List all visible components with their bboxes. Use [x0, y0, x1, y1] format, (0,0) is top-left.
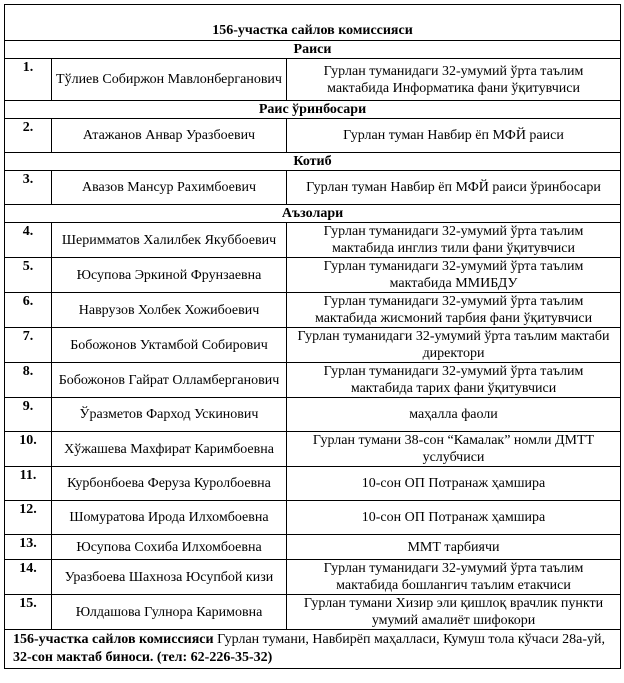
- member-position: 10-сон ОП Потранаж ҳамшира: [287, 501, 621, 535]
- member-row: [5, 560, 621, 595]
- commission-table: [4, 4, 621, 669]
- member-position: Гурлан тумани 38-сон “Камалак” номли ДМТТ услубчиси: [287, 432, 621, 467]
- member-row: [5, 293, 621, 328]
- member-row: [5, 467, 621, 501]
- footer-commission-name: 156-участка сайлов комиссияси: [13, 632, 214, 647]
- member-name: Авазов Мансур Рахимбоевич: [52, 171, 287, 205]
- member-position: ММТ тарбиячи: [287, 535, 621, 560]
- member-number: 10.: [5, 432, 52, 467]
- member-name: Шеримматов Халилбек Якуббоевич: [52, 223, 287, 258]
- member-name: Бобожонов Уктамбой Собирович: [52, 328, 287, 363]
- member-name: Тўлиев Собиржон Мавлонберганович: [52, 59, 287, 101]
- section-heading-row: [5, 205, 621, 223]
- member-number: 6.: [5, 293, 52, 328]
- member-position: Гурлан туманидаги 32-умумий ўрта таълим мактабида бошлангич таълим етакчиси: [287, 560, 621, 595]
- section-heading-row: [5, 153, 621, 171]
- address-footer: [5, 630, 621, 669]
- section-heading: Раиси: [5, 41, 621, 59]
- section-heading: Аъзолари: [5, 205, 621, 223]
- member-row: [5, 119, 621, 153]
- member-row: [5, 432, 621, 467]
- member-name: Юсупова Сохиба Илхомбоевна: [52, 535, 287, 560]
- member-row: [5, 59, 621, 101]
- title-row: [5, 5, 621, 41]
- member-number: 12.: [5, 501, 52, 535]
- member-row: [5, 363, 621, 398]
- member-name: Атажанов Анвар Уразбоевич: [52, 119, 287, 153]
- section-heading: Котиб: [5, 153, 621, 171]
- member-row: [5, 328, 621, 363]
- member-row: [5, 171, 621, 205]
- member-number: 1.: [5, 59, 52, 101]
- member-number: 8.: [5, 363, 52, 398]
- member-name: Курбонбоева Феруза Куролбоевна: [52, 467, 287, 501]
- commission-document: [4, 4, 620, 669]
- member-number: 4.: [5, 223, 52, 258]
- member-row: [5, 223, 621, 258]
- member-row: [5, 258, 621, 293]
- member-number: 11.: [5, 467, 52, 501]
- member-position: маҳалла фаоли: [287, 398, 621, 432]
- section-heading: Раис ўринбосари: [5, 101, 621, 119]
- member-name: Наврузов Холбек Хожибоевич: [52, 293, 287, 328]
- member-position: Гурлан туманидаги 32-умумий ўрта таълим мактабида жисмоний тарбия фани ўқитувчиси: [287, 293, 621, 328]
- member-position: Гурлан туман Навбир ёп МФЙ раиси ўринбосари: [287, 171, 621, 205]
- member-name: Юлдашова Гулнора Каримовна: [52, 595, 287, 630]
- member-number: 15.: [5, 595, 52, 630]
- member-name: Юсупова Эркиной Фрунзаевна: [52, 258, 287, 293]
- member-position: Гурлан тумани Хизир эли қишлоқ врачлик пункти умумий амалиёт шифокори: [287, 595, 621, 630]
- member-name: Шомуратова Ирода Илхомбоевна: [52, 501, 287, 535]
- member-position: Гурлан туманидаги 32-умумий ўрта таълим мактабида тарих фани ўқитувчиси: [287, 363, 621, 398]
- member-number: 13.: [5, 535, 52, 560]
- member-name: Бобожонов Гайрат Олламберганович: [52, 363, 287, 398]
- member-name: Хўжашева Махфират Каримбоевна: [52, 432, 287, 467]
- section-heading-row: [5, 41, 621, 59]
- member-position: Гурлан туманидаги 32-умумий ўрта таълим мактабида ММИБДУ: [287, 258, 621, 293]
- footer-row: [5, 630, 621, 669]
- member-row: [5, 595, 621, 630]
- member-number: 7.: [5, 328, 52, 363]
- member-position: Гурлан туманидаги 32-умумий ўрта таълим мактабида Информатика фани ўқитувчиси: [287, 59, 621, 101]
- member-row: [5, 501, 621, 535]
- member-position: 10-сон ОП Потранаж ҳамшира: [287, 467, 621, 501]
- member-position: Гурлан туманидаги 32-умумий ўрта таълим мактабида инглиз тили фани ўқитувчиси: [287, 223, 621, 258]
- footer-school-phone: 32-сон мактаб биноси. (тел: 62-226-35-32): [13, 650, 273, 665]
- footer-address: Гурлан тумани, Навбирёп маҳалласи, Кумуш тола кўчаси 28а-уй,: [213, 632, 605, 647]
- member-number: 9.: [5, 398, 52, 432]
- member-number: 3.: [5, 171, 52, 205]
- member-row: [5, 535, 621, 560]
- member-number: 5.: [5, 258, 52, 293]
- member-row: [5, 398, 621, 432]
- member-name: Ўразметов Фарход Ускинович: [52, 398, 287, 432]
- section-heading-row: [5, 101, 621, 119]
- table-title: 156-участка сайлов комиссияси: [5, 5, 621, 41]
- member-position: Гурлан туманидаги 32-умумий ўрта таълим мактаби директори: [287, 328, 621, 363]
- member-number: 2.: [5, 119, 52, 153]
- member-name: Уразбоева Шахноза Юсупбой кизи: [52, 560, 287, 595]
- member-number: 14.: [5, 560, 52, 595]
- member-position: Гурлан туман Навбир ёп МФЙ раиси: [287, 119, 621, 153]
